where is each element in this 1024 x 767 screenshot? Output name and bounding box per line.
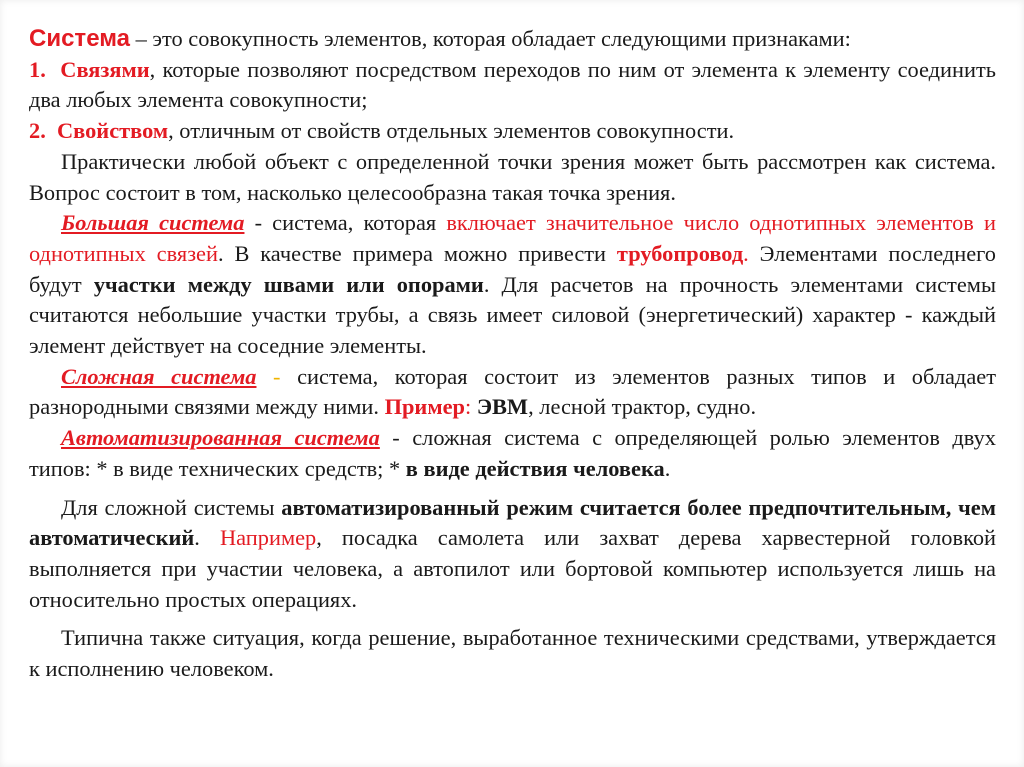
paragraph-automated-system (29, 423, 996, 484)
paragraph-definition-system (29, 24, 996, 55)
automated-mode-text-3: , посадка самолета или захват дерева харвестерной головкой выполняется при участии человека, а автопилот или бортовой компьютер используется лишь на относительно простых операциях. (29, 525, 996, 612)
large-system-highlight: включает значительное число однотипных элементов и однотипных связей (29, 210, 996, 266)
paragraph-any-object (29, 147, 996, 208)
pipeline-term: трубопровод (616, 240, 744, 266)
term-system: Система (29, 25, 131, 52)
complex-system-text-2: , лесной трактор, судно. (528, 394, 757, 420)
paragraph-typical-situation (29, 623, 996, 684)
large-system-text-3: Элементами последнего будут (29, 240, 996, 297)
large-system-text-1: - система, которая (244, 210, 447, 236)
large-system-text-2: . В качестве примера можно привести (217, 240, 617, 266)
pipeline-dot: . (743, 240, 749, 266)
slide-content (29, 24, 996, 685)
example-colon: : (464, 394, 472, 420)
for-example-label: Например (219, 525, 317, 551)
list-item-1 (29, 55, 996, 116)
definition-text: – это совокупность элементов, которая обладает следующими признаками: (130, 26, 851, 51)
automated-system-text-1: - сложная система с определяющей ролью элементов двух типов: * в виде технических средств; * (29, 425, 996, 481)
human-action-term: в виде действия человека (405, 455, 665, 481)
term-property: Свойством (57, 118, 169, 144)
paragraph-automated-mode (29, 493, 996, 616)
complex-system-text-1: система, которая состоит из элементов разных типов и обладает разнородными связями между ними. (29, 363, 996, 420)
paragraph-any-object-text: Практически любой объект с определенной точки зрения может быть рассмотрен как система. Вопрос состоит в том, насколько целесообразна такая точка зрения. (29, 148, 996, 205)
pipe-segments-term: участки между швами или опорами (93, 271, 484, 297)
term-links: Связями (60, 56, 150, 82)
list-item-2 (29, 116, 996, 147)
list-number-2: 2. (29, 118, 46, 144)
computer-term: ЭВМ (471, 394, 529, 420)
term-large-system: Большая система (61, 210, 245, 236)
typical-situation-text: Типична также ситуация, когда решение, выработанное техническими средствами, утверждается к исполнению человеком. (29, 625, 996, 682)
automated-mode-text-2: . (194, 525, 220, 551)
paragraph-large-system (29, 208, 996, 362)
paragraph-complex-system (29, 362, 996, 423)
automated-mode-text-1: Для сложной системы (61, 494, 282, 520)
list-item-1-text: , которые позволяют посредством переходов по ним от элемента к элементу соединить два любых элемента совокупности; (29, 56, 996, 113)
list-item-2-text: , отличным от свойств отдельных элементов совокупности. (168, 118, 735, 144)
list-number-1: 1. (29, 56, 46, 82)
complex-system-dash: - (256, 363, 281, 389)
automated-mode-term: автоматизированный режим считается более предпочтительным, чем автоматический (29, 494, 996, 551)
term-automated-system: Автоматизированная система (61, 425, 380, 451)
example-label: Пример (384, 394, 465, 420)
large-system-text-4: . Для расчетов на прочность элементами системы считаются небольшие участки трубы, а связь имеет силовой (энергетический) характер - каждый элемент действует на соседние элементы. (29, 271, 996, 359)
term-complex-system: Сложная система (61, 363, 257, 389)
automated-system-text-2: . (664, 455, 671, 481)
